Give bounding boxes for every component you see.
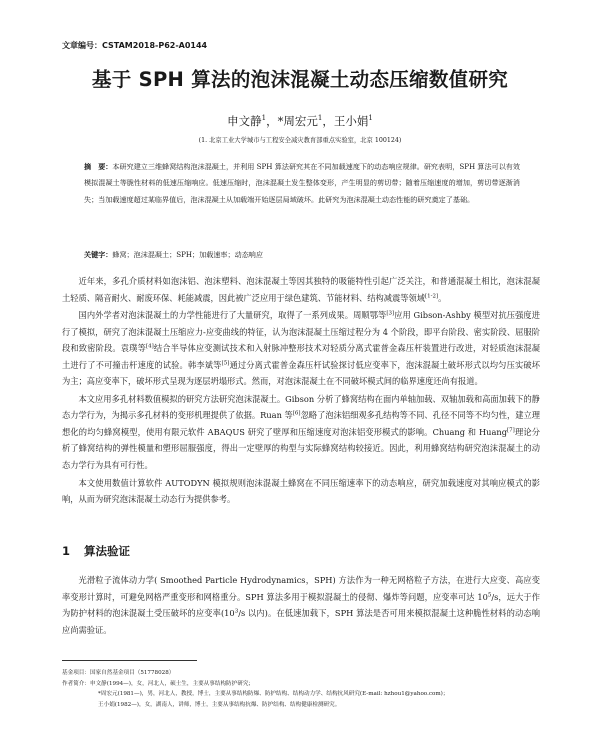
footnotes bbox=[62, 668, 540, 710]
author-bio: 作者简介：申文静(1994—)，女，河北人，硕士生，主要从事结构防护研究； bbox=[62, 680, 255, 687]
body-paragraph: 近年来，多孔介质材料如泡沫铝、泡沫塑料、泡沫混凝土等因其独特的吸能特性引起广泛关注，和普通混凝土相比，泡沫混凝土轻质、隔音耐火、耐废环保、耗能减震，因此被广泛应用于绿色建筑、节能材料、结构减震等领域[1-2]。 bbox=[62, 276, 540, 303]
abstract bbox=[84, 159, 520, 208]
author-affiliation-mark: 1 bbox=[317, 114, 323, 123]
bio-label: 作者简介： bbox=[62, 680, 90, 687]
footnote-divider bbox=[62, 660, 197, 661]
citation: [7] bbox=[507, 427, 515, 434]
introduction bbox=[62, 273, 540, 508]
section-body bbox=[62, 572, 540, 638]
author-bio: 王小娟(1982—)，女，湖南人，讲师，博士，主要从事结构抗爆、防护结构、结构健康检测研究。 bbox=[98, 701, 341, 708]
citation: [1-2] bbox=[425, 292, 439, 299]
author-affiliation-mark: 1 bbox=[261, 114, 267, 123]
paper-title: 基于 SPH 算法的泡沫混凝土动态压缩数值研究 bbox=[91, 68, 509, 91]
abstract-text: 本研究建立三维蜂窝结构泡沫混凝土，并利用 SPH 算法研究其在不同加载速度下的动态响应规律。研究表明，SPH 算法可以有效模拟混凝土等脆性材料的低速压缩响应。低速压缩时，泡沫混凝土发生整体变形，产生明显的剪切带；随着压缩速度的增加，剪切带逐渐消失；当加载速度超过某临界值后，泡沫混凝土从加载端开始逐层局域破坏。此研究为泡沫混凝土动态性能的研究奠定了基础。 bbox=[84, 162, 520, 204]
author-list bbox=[0, 113, 600, 129]
body-paragraph: 国内外学者对泡沫混凝土的力学性能进行了大量研究，取得了一系列成果。周顺鄂等[3]应用 Gibson-Ashby 模型对抗压强度进行了模拟，研究了泡沫混凝土压缩应力-应变曲线的特征，认为泡沫混凝土压缩过程分为 4 个阶段，即平台阶段、密实阶段、屈服阶段和致密阶段。袁璞等[4]结合半导体应变测试技术和入射脉冲整形技术对轻质分离式霍普金森压杆装置进行改进，对轻质泡沫混凝土进行了不可撞击杆速度的试验。韩李斌等[5]通过分离式霍普金森压杆试验探讨低应变率下，泡沫混凝土破坏形式以均匀压实破坏为主；高应变率下，破坏形式呈现为逐层坍塌形式。然而，对泡沫混凝土在不同破坏模式间的临界速度还尚有报道。 bbox=[62, 310, 541, 387]
section-number: 1 bbox=[62, 544, 71, 558]
keywords bbox=[84, 250, 520, 260]
citation: [3] bbox=[386, 310, 395, 317]
body-paragraph: 本文应用多孔材料数值模拟的研究方法研究泡沫混凝土。Gibson 分析了蜂窝结构在面内单轴加载、双轴加载和高面加载下的静态力学行为，为揭示多孔材料的变形机理提供了依据。Ruan 等[6]忽略了泡沫铝细观多孔结构等不同、孔径不同等不均匀性，建立理想化的均匀蜂窝模型，使用有限元软件 ABAQUS 研究了壁厚和压缩速度对泡沫铝变形模式的影响。Chuang 和 Huang[7]理论分析了蜂窝结构的弹性模量和塑形屈服强度，得出一定壁厚的构型与实际蜂窝结构较接近。因此，利用蜂窝结构研究泡沫混凝土的动态力学行为具有可行性。 bbox=[62, 393, 541, 471]
keywords-text: 蜂窝；泡沫混凝土；SPH；加载速率；动态响应 bbox=[112, 250, 263, 259]
affiliation: (1. 北京工业大学城市与工程安全减灾教育部重点实验室，北京 100124) bbox=[198, 137, 402, 144]
article-number: 文章编号：CSTAM2018-P62-A0144 bbox=[62, 41, 208, 50]
section-heading bbox=[62, 543, 130, 559]
body-paragraph: 光滑粒子流体动力学( Smoothed Particle Hydrodynamics，SPH) 方法作为一种无网格粒子方法，在进行大应变、高应变率变形计算时，可避免网格严重变形和网格重分。SPH 算法多用于模拟混凝土的侵彻、爆炸等问题，应变率可达 $10^5/s$，远大于作为防护材料的泡沫混凝土受压破坏的应变率($10^3/s$ 以内)。在低速加载下，SPH 算法是否可用来模拟混凝土这种脆性材料的动态响应尚需验证。 bbox=[62, 575, 541, 635]
author-name: 王小娟 bbox=[333, 114, 369, 128]
citation: [4] bbox=[145, 343, 154, 350]
body-paragraph: 本文使用数值计算软件 AUTODYN 模拟规则泡沫混凝土蜂窝在不同压缩速率下的动态响应，研究加载速度对其响应模式的影响，从而为研究泡沫混凝土动态行为提供参考。 bbox=[62, 477, 540, 505]
citation: [6] bbox=[292, 410, 301, 417]
keywords-label: 关键字： bbox=[84, 250, 113, 259]
author-separator: ， bbox=[322, 114, 334, 128]
section-title: 算法验证 bbox=[84, 544, 130, 558]
author-name: 申文静 bbox=[227, 114, 262, 128]
fund-note: 基金项目：国家自然基金项目（51778028） bbox=[62, 670, 175, 676]
author-separator: ， bbox=[266, 114, 278, 128]
exponent: 5 bbox=[487, 591, 492, 598]
abstract-label: 摘 要： bbox=[84, 162, 113, 171]
author-affiliation-mark: 1 bbox=[368, 114, 373, 123]
author-name: *周宏元 bbox=[277, 114, 318, 128]
author-bio: *周宏元(1981—)，男，河北人，教授，博士，主要从事结构防爆、防护结构、结构动力学、结构抗风研究(E-mail: hzhou1@yahoo.com)； bbox=[98, 691, 449, 698]
exponent: 3 bbox=[234, 608, 239, 615]
citation: [5] bbox=[221, 359, 230, 366]
